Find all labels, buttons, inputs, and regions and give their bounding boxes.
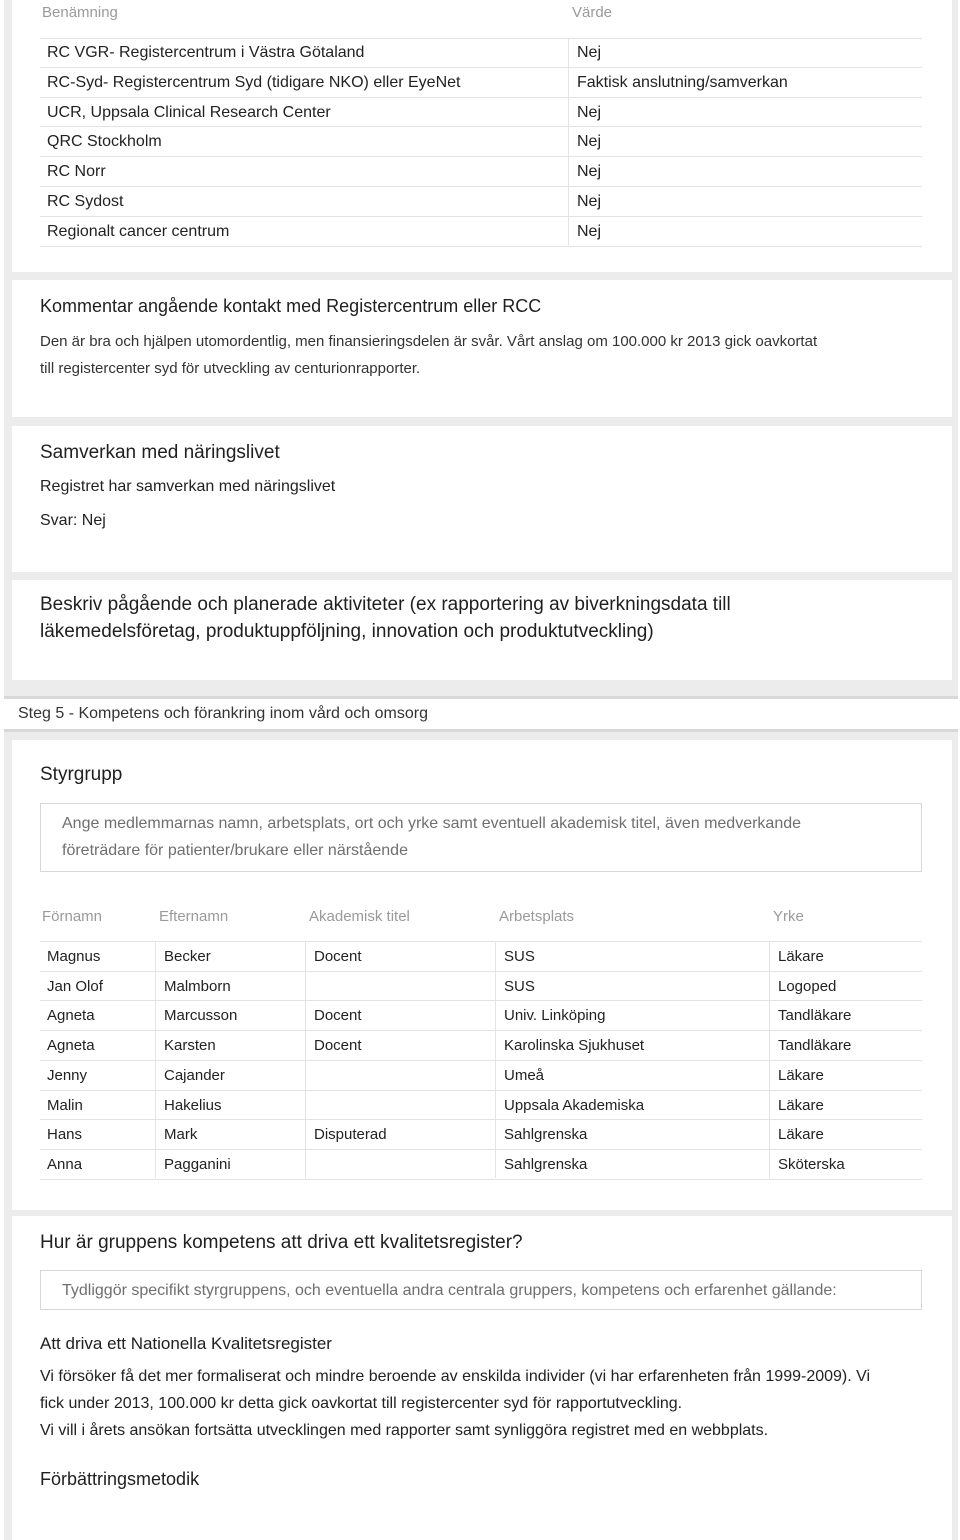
industry-question: Registret har samverkan med näringslivet <box>40 478 336 495</box>
registry-name-cell: Regionalt cancer centrum <box>47 222 230 240</box>
academic-title-cell: Docent <box>314 1007 362 1025</box>
row-divider <box>40 1060 922 1061</box>
competence-text-line-1: Vi försöker få det mer formaliserat och mindre beroende av enskilda individer (vi har erfarenheten från 1999-2009). Vi <box>40 1368 871 1385</box>
row-divider <box>40 1149 922 1150</box>
registry-name-cell: RC Norr <box>47 163 106 181</box>
row-divider <box>40 1179 922 1180</box>
row-divider <box>40 216 922 217</box>
registry-name-cell: RC VGR- Registercentrum i Västra Götaland <box>47 44 365 61</box>
workplace-cell: Univ. Linköping <box>504 1007 606 1025</box>
col-header-academic-title: Akademisk titel <box>309 908 410 925</box>
comment-text-line-1: Den är bra och hjälpen utomordentlig, men finansieringsdelen är svår. Vårt anslag om 100.000 kr 2013 gick oavkortat <box>40 333 818 350</box>
col-header-profession: Yrke <box>773 908 804 925</box>
competence-text-line-3: Vi vill i årets ansökan fortsätta utvecklingen med rapporter samt synliggöra registret med en webbplats. <box>40 1422 769 1439</box>
registry-name-cell: RC-Syd- Registercentrum Syd (tidigare NKO) eller EyeNet <box>47 73 461 91</box>
registry-value-cell: Nej <box>577 163 602 181</box>
workplace-cell: SUS <box>504 948 535 965</box>
registry-value-cell: Nej <box>577 103 602 121</box>
row-divider <box>40 941 922 942</box>
last-name-cell: Pagganini <box>164 1155 231 1173</box>
registry-value-cell: Nej <box>577 133 602 151</box>
row-divider <box>40 126 922 127</box>
workplace-cell: Karolinska Sjukhuset <box>504 1037 645 1055</box>
profession-cell: Läkare <box>778 948 824 965</box>
row-divider <box>40 1030 922 1031</box>
steering-group-hint-line-1: Ange medlemmarnas namn, arbetsplats, ort och yrke samt eventuell akademisk titel, även medverkande <box>62 815 802 832</box>
row-divider <box>40 246 922 247</box>
step-label: Steg 5 - Kompetens och förankring inom vård och omsorg <box>18 705 428 722</box>
registry-name-cell: RC Sydost <box>47 193 124 210</box>
profession-cell: Läkare <box>778 1126 824 1144</box>
col-header-first-name: Förnamn <box>42 908 103 925</box>
row-divider <box>40 156 922 157</box>
activities-title-line-2: läkemedelsföretag, produktuppföljning, innovation och produktutveckling) <box>40 621 654 642</box>
comment-text-line-2: till registercenter syd för utveckling av centurionrapporter. <box>40 360 421 377</box>
registry-name-cell: QRC Stockholm <box>47 133 162 151</box>
col-header-last-name: Efternamn <box>159 908 229 925</box>
profession-cell: Logoped <box>778 977 837 995</box>
registry-value-cell: Nej <box>577 222 602 240</box>
profession-cell: Tandläkare <box>778 1037 852 1055</box>
first-name-cell: Agneta <box>47 1007 95 1025</box>
row-divider <box>40 67 922 68</box>
activities-title-line-1: Beskriv pågående och planerade aktiviteter (ex rapportering av biverkningsdata till <box>40 594 731 615</box>
competence-hint: Tydliggör specifikt styrgruppens, och eventuella andra centrala gruppers, kompetens och erfarenhet gällande: <box>62 1282 837 1299</box>
last-name-cell: Mark <box>164 1126 198 1144</box>
academic-title-cell: Docent <box>314 948 362 965</box>
last-name-cell: Cajander <box>164 1066 225 1084</box>
steering-group-hint-line-2: företrädare för patienter/brukare eller närstående <box>62 842 408 859</box>
profession-cell: Läkare <box>778 1066 824 1084</box>
profession-cell: Tandläkare <box>778 1007 852 1025</box>
industry-title: Samverkan med näringslivet <box>40 442 280 463</box>
last-name-cell: Malmborn <box>164 977 231 995</box>
industry-answer: Svar: Nej <box>40 512 106 529</box>
col-header-workplace: Arbetsplats <box>499 908 575 925</box>
first-name-cell: Agneta <box>47 1037 95 1055</box>
workplace-cell: Sahlgrenska <box>504 1155 588 1173</box>
row-divider <box>40 1090 922 1091</box>
competence-subtitle: Att driva ett Nationella Kvalitetsregister <box>40 1334 332 1353</box>
steering-group-title: Styrgrupp <box>40 764 123 785</box>
row-divider <box>40 1000 922 1001</box>
first-name-cell: Jenny <box>47 1066 88 1084</box>
workplace-cell: Uppsala Akademiska <box>504 1096 645 1114</box>
workplace-cell: SUS <box>504 977 535 995</box>
last-name-cell: Karsten <box>164 1037 216 1055</box>
first-name-cell: Jan Olof <box>47 977 103 995</box>
profession-cell: Sköterska <box>778 1155 845 1173</box>
first-name-cell: Malin <box>47 1096 83 1114</box>
workplace-cell: Sahlgrenska <box>504 1126 588 1144</box>
registry-value-cell: Nej <box>577 44 602 61</box>
row-divider <box>40 38 922 39</box>
column-divider <box>568 38 569 245</box>
profession-cell: Läkare <box>778 1096 824 1114</box>
registry-value-cell: Nej <box>577 193 602 210</box>
row-divider <box>40 186 922 187</box>
workplace-cell: Umeå <box>504 1066 545 1084</box>
last-name-cell: Marcusson <box>164 1007 238 1025</box>
registry-name-cell: UCR, Uppsala Clinical Research Center <box>47 103 331 121</box>
competence-text-line-2: fick under 2013, 100.000 kr detta gick oavkortat till registercenter syd för rapportutveckling. <box>40 1395 683 1412</box>
header-name: Benämning <box>42 4 118 21</box>
row-divider <box>40 971 922 972</box>
improvement-title: Förbättringsmetodik <box>40 1469 200 1489</box>
academic-title-cell: Disputerad <box>314 1126 387 1144</box>
first-name-cell: Magnus <box>47 948 101 965</box>
header-value: Värde <box>572 4 613 21</box>
row-divider <box>40 97 922 98</box>
competence-title: Hur är gruppens kompetens att driva ett kvalitetsregister? <box>40 1232 523 1253</box>
last-name-cell: Hakelius <box>164 1096 222 1114</box>
registry-value-cell: Faktisk anslutning/samverkan <box>577 73 788 91</box>
academic-title-cell: Docent <box>314 1037 362 1055</box>
comment-title: Kommentar angående kontakt med Registercentrum eller RCC <box>40 296 542 316</box>
row-divider <box>40 1119 922 1120</box>
last-name-cell: Becker <box>164 948 211 965</box>
first-name-cell: Anna <box>47 1155 83 1173</box>
first-name-cell: Hans <box>47 1126 83 1144</box>
